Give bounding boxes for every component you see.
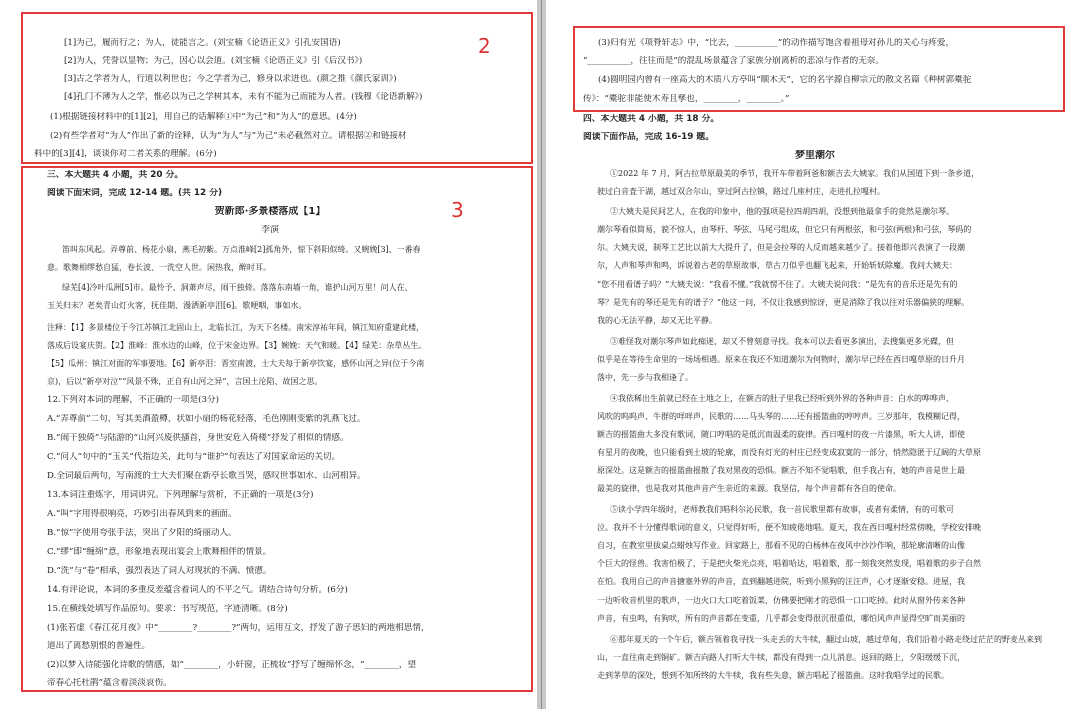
option-line: C.“缪”即“缠绵”意，形象地表现出宴会上歌舞相伴的情景。 (47, 547, 272, 557)
option-line: D.“洗”与“卷”相承，强烈表达了词人对现状的不满、愤懑。 (47, 566, 272, 576)
annotation-label-2: 2 (478, 34, 491, 58)
option-line: A.“叫”字用得很响亮，巧妙引出春风到来的画面。 (47, 509, 237, 519)
poem-author: 李演 (260, 225, 279, 235)
article-line: 风吹的呜呜声、牛群的咩咩声，民歌的……马头琴的……还有摇篮曲的哼哼声。三岁那年，我模糊记得， (597, 412, 965, 421)
article-line: 似乎是在等待生命里的一场场相遇。原来在我还不知道潮尔为何物时，潮尔早已经在西日嘎草原的日升月 (597, 355, 965, 364)
option-line: B.“惊”字使用夸张手法，突出了夕阳的绮丽动人。 (47, 528, 237, 538)
citation-line: [4]孔门不薄为人之学，惟必以为己之学树其本，未有不能为己而能为人者。(钱穆《论语新解》) (64, 92, 423, 102)
option-line: A.“弄尊前”二句，写其美酒盈樽，状如小扇的杨花轻落，毛色刚刚变紫的乳燕飞过。 (47, 414, 366, 424)
note-line: 注释：【1】多景楼位于今江苏镇江北固山上，北临长江，为天下名楼。南宋淳祐年间，镇江知府重建此楼， (47, 323, 425, 332)
question-line: 14.有评论说，本词的多重反差蕴含着词人的不平之气。请结合诗句分析。(6分) (47, 585, 348, 595)
question-line: 料中的[3][4]，谈谈你对二者关系的理解。(6分) (34, 149, 217, 159)
question-line: (2)以梦入诗能强化诗歌的情感，如“________，小轩窗，正梳妆”抒写了缠绵怀念，“________，望 (47, 660, 417, 670)
read-heading: 阅读下面宋词，完成 12-14 题。(共 12 分) (47, 188, 223, 198)
question-line: 帝春心托杜鹃”蕴含着淡淡哀伤。 (47, 678, 172, 688)
article-line: 最美的旋律，也是我对其他声音产生亲近的来源。我坚信，每个声音都有各自的使命。 (597, 484, 901, 493)
article-line: ③难怪我对潮尔琴声如此痴迷，却又不曾刻意寻找。我本可以去看更多演出，去搜集更多光碟，但 (610, 337, 954, 346)
poem-title: 贺新郎·多景楼落成【1】 (214, 206, 326, 217)
article-line: 泣。我并不十分懂得歌词的意义，只觉得好听，便不知疲倦地唱。夏天，我在西日嘎村经常傍晚，学校安排晚 (597, 523, 981, 532)
article-line: ①2022 年 7 月，阿古拉草原最美的季节，我开车带着阿爸和额吉去大姨家。我们从国道下到一条乡道， (610, 169, 980, 178)
citation-line: [3]古之学者为人，行道以利世也；今之学者为己，修身以求进也。(颜之推《颜氏家训》) (64, 74, 397, 84)
article-line: 原深处。这是额吉的摇篮曲摇散了我对黑夜的恐惧。额吉不知不觉唱歌，但手我占有，她的声音是世上最 (597, 466, 965, 475)
article-line: 山，一直往南走到铜矿。额吉向路人打听大牛犊，都没有得到一点儿消息。返回的路上，夕阳缓缓下沉， (597, 653, 965, 662)
poem-line: 绿芜[4]冷叶瓜洲[5]市。最怜予、洞萧声尽，闹干独倚。落落东南墙一角，谁护山河万里！问人在、 (62, 283, 413, 292)
article-title: 梦里潮尔 (795, 150, 835, 161)
article-line: 自习，在教室里拔桌点蜡烛写作业。回家路上，那看不见的白杨林在夜风中沙沙作响，那轮廓清晰的山像 (597, 541, 965, 550)
article-line: 额吉的摇篮曲大多没有歌词，随口哼唱的是低沉而温柔的旋律。西日嘎村的夜一片漆黑，听大人讲，即使 (597, 430, 965, 439)
question-line: 传》：“橐驼非能使木寿且孳也，________，________。” (583, 94, 790, 104)
article-line: 有星月的夜晚，也只能看到土坡的轮廓，而没有灯光的村庄已经变成寂寞的一部分，悄然隐匿于辽阔的大草原 (597, 448, 981, 457)
question-line: (4)圆明园内曾有一座高大的木质八方亭叫“顺木天”，它的名字源自柳宗元的散文名篇《种树郭橐驼 (598, 75, 972, 85)
question-line: “__________，往往而是”的混乱场景蕴含了家族分崩离析的悲凉与作者的无奈。 (583, 56, 884, 66)
article-line: “您不用看谱子吗？”大姨夫说：“我看不懂。”我就愣不住了。大姨夫说问我：“是先有的音乐还是先有的 (597, 280, 958, 289)
question-line: 15.在横线处填写作品原句。要求：书写规范，字迹清晰。(8分) (47, 604, 288, 614)
article-line: ②大姨夫是民间艺人，在我的印象中，他的强项是拉四胡四胡，没想到他最拿手的竟然是潮尔琴。 (610, 207, 954, 216)
article-line: 潮尔琴看似简易，貌不惊人，由琴杆、琴弦、马尾弓组成，但它只有两根弦，和弓弦(两根)和弓弦，琴码的 (597, 225, 972, 234)
note-line: 【5】瓜州：镇江对面的军事要地。【6】新亭泪：晋室南渡，士大夫每于新亭饮宴，感怀山河之异(位于今南 (47, 359, 425, 368)
poem-line: 笛叫东风起。弄尊前、杨花小扇，燕毛初紫。万点淮峰[2]孤角外，惊下斜阳似绮。又婉娩[3]、一番春 (62, 245, 421, 254)
citation-line: [1]为己，履而行之；为人，徒能言之。(刘宝楠《论语正义》引孔安国语) (64, 38, 341, 48)
question-line: (2)有些学者对“为人”作出了新的诠释，认为“为人”与“为己”未必截然对立。请根据②和链接材 (50, 131, 407, 141)
annotation-label-3: 3 (451, 198, 464, 222)
citation-line: [2]为人，凭誉以显物；为己，因心以会道。(刘宝楠《论语正义》引《后汉书》) (64, 56, 363, 66)
article-line: 落中，先一步与我相逢了。 (597, 373, 693, 382)
article-line: 在怕。我用自己的声音搪塞外界的声音，直到翻越进院，听到小黑狗的汪汪声，心才逐渐安稳。进屋，我 (597, 577, 965, 586)
option-line: D.全词最后两句，写南渡的士大夫们聚在新亭长歌当哭，感叹世事如水、山河相异。 (47, 471, 366, 481)
option-line: B.“闹干独倚”与陆游的“山河兴废供搔首，身世安危入倚楼”抒发了相似的情感。 (47, 433, 349, 443)
article-line: ⑥那年夏天的一个午后，额吉领着我寻找一头走丢的大牛犊，翻过山坡，越过草甸，我们沿着小路走绕过茫茫的野麦丛来到 (610, 635, 1042, 644)
option-line: C.“问人”句中的“玉关”代指边关，此句与“谁护”句表达了对国家命运的关切。 (47, 452, 341, 462)
section-heading: 三、本大题共 4 小题，共 20 分。 (47, 170, 184, 180)
question-line: 12.下列对本词的理解，不正确的一项是(3分) (47, 395, 219, 405)
article-line: ④我依稀出生前就已经在土地之上，在额吉的肚子里我已经听到外界的各种声音：白水的哗哗声、 (610, 394, 954, 403)
article-line: 琴？是先有的琴还是先有的谱子？”他这一问，不仅让我感到惊讶，更是消除了我以往对乐器偏狭的理解。 (597, 298, 970, 307)
article-line: 个巨大的怪兽。我害怕极了，于是把火柴光点亮，唱着哈达，唱着歌，那一刻我突然发现，唱着歌的步子自然 (597, 559, 981, 568)
note-line: 京)，后以“新亭对泣”“风景不殊，正自有山河之异”，言国土沦陷、故国之思。 (47, 377, 323, 386)
question-line: (1)张若虚《春江花月夜》中“________?________?”两句，运用互文，抒发了游子思妇的两地相思情， (47, 623, 430, 633)
article-line: 尔，人声和琴声和鸣，诉说着古老的草原故事，草古刀似乎也翻飞起来，开始斩妖除魔。我问大姨夫： (597, 261, 957, 270)
gutter-divider (541, 0, 542, 709)
question-line: (1)根据链接材料中的[1][2]，用自己的话解释①中“为己”和“为人”的意思。(4分) (50, 112, 357, 122)
question-line: 道出了离愁别恨的普遍性。 (47, 641, 151, 651)
section-heading: 四、本大题共 4 小题，共 18 分。 (583, 114, 720, 124)
question-line: 13.本词注重炼字，用词讲究。下列理解与赏析，不正确的一项是(3分) (47, 490, 314, 500)
note-line: 落成后设宴庆贺。【2】淮峰：淮水边的山峰，位于宋金边界。【3】婉娩：天气和暖。【4】绿芜：杂草丛生。 (47, 341, 427, 350)
question-line: (3)归有光《项脊轩志》中，“比去，__________”的动作描写饱含着祖母对孙儿的关心与疼爱， (598, 38, 955, 48)
article-line: 走到茅草的深处，想到不知所终的大牛犊，我有些失意，额吉唱起了摇篮曲。这时我唱学过的民歌。 (597, 671, 949, 680)
article-line: 声音，有虫鸣，有狗吠，所有的声音都在变重，几乎都会变得很沉很重似，哪怕风声声显得空旷而美丽的 (597, 614, 965, 623)
article-line: 尔。大姨夫说，制琴工艺比以前大大提升了，但是会拉琴的人反而越来越少了。接着他即兴表演了一段潮 (597, 243, 965, 252)
article-line: 我的心无法平静，却又无比平静。 (597, 316, 717, 325)
article-line: 驶过白音査干湖，越过双合尔山，穿过阿古拉镇，路过几座村庄，走进扎拉嘎村。 (597, 187, 885, 196)
poem-line: 意。歌舞相缪愁自猛，卷长波、一洗空人世。闲热我，醉时耳。 (47, 263, 271, 272)
read-heading: 阅读下面作品，完成 16-19 题。 (583, 132, 715, 142)
article-line: 一边听收音机里的歌声，一边火口大口吃着饭菜，仿佛要把刚才的恐惧一口口吃掉。此时从窗外传来各种 (597, 596, 965, 605)
poem-line: 玉关归未？老矣青山灯火客，抚佳期、漫洒新亭泪[6]。歌哽咽，事如水。 (47, 301, 307, 310)
article-line: ⑤读小学四年级时，老师教我们唱科尔沁民歌，我一首民歌里都有故事，或者有柔情，有的可歌可 (610, 505, 954, 514)
